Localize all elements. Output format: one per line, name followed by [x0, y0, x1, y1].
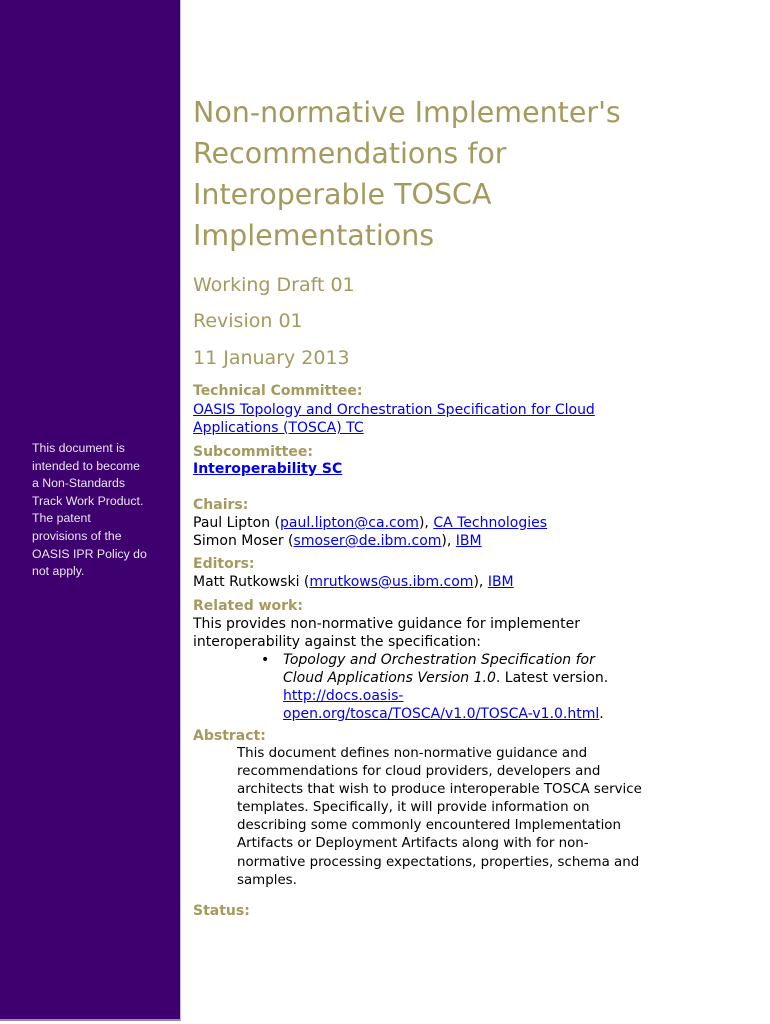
editor-name: Matt Rutkowski (	[193, 574, 310, 590]
non-standards-notice	[32, 440, 162, 581]
notice-line: This document is	[32, 441, 125, 455]
chair-entry	[193, 532, 482, 550]
technical-committee-link-cont[interactable]: Applications (TOSCA) TC	[193, 420, 364, 436]
editor-entry	[193, 573, 514, 591]
document-revision: Revision 01	[193, 310, 303, 332]
related-work-intro-cont: interoperability against the specification:	[193, 634, 481, 650]
chair-name: Paul Lipton (	[193, 515, 281, 531]
subcommittee-link[interactable]: Interoperability SC	[193, 461, 343, 477]
notice-line: provisions of the	[32, 528, 122, 543]
notice-line: Track Work Product.	[32, 493, 144, 508]
abstract-line: normative processing expectations, properties, schema and	[237, 854, 640, 870]
abstract-label: Abstract:	[193, 728, 266, 744]
document-stage: Working Draft 01	[193, 274, 355, 296]
title-line: Implementations	[193, 219, 435, 252]
bullet-icon: •	[261, 652, 270, 668]
editors-label: Editors:	[193, 556, 255, 572]
title-line: Non-normative Implementer's	[193, 96, 621, 129]
spec-url-link[interactable]: http://docs.oasis-	[283, 688, 404, 704]
abstract-line: samples.	[237, 872, 297, 888]
chair-org-link[interactable]: IBM	[455, 533, 482, 549]
notice-line: not apply.	[32, 564, 85, 579]
spec-title-cont: Cloud Applications Version 1.0	[283, 670, 496, 686]
editor-email-link[interactable]: mrutkows@us.ibm.com	[309, 574, 474, 590]
chair-org-link[interactable]: CA Technologies	[433, 515, 548, 531]
notice-line: The patent	[32, 511, 91, 526]
related-work-item	[283, 651, 663, 723]
chair-name: Simon Moser (	[193, 533, 294, 549]
abstract-line: recommendations for cloud providers, developers and	[237, 764, 601, 780]
status-label: Status:	[193, 903, 250, 919]
notice-line: OASIS IPR Policy do	[32, 546, 147, 561]
chairs-label: Chairs:	[193, 497, 249, 513]
subcommittee-label: Subcommittee:	[193, 444, 313, 460]
abstract-line: architects that wish to produce interoperable TOSCA service	[237, 782, 642, 798]
url-period: .	[599, 706, 604, 722]
chair-email-link[interactable]: smoser@de.ibm.com	[293, 533, 442, 549]
spec-url-link-cont[interactable]: open.org/tosca/TOSCA/v1.0/TOSCA-v1.0.html	[283, 706, 600, 722]
separator: ),	[473, 574, 488, 590]
technical-committee-link[interactable]: OASIS Topology and Orchestration Specification for Cloud	[193, 402, 595, 418]
related-work-label: Related work:	[193, 598, 303, 614]
chair-email-link[interactable]: paul.lipton@ca.com	[280, 515, 419, 531]
title-line: Recommendations for	[193, 137, 507, 170]
abstract-line: This document defines non-normative guidance and	[237, 746, 588, 761]
title-line: Interoperable TOSCA	[193, 178, 492, 211]
spec-suffix: . Latest version.	[495, 670, 609, 686]
chair-entry	[193, 514, 547, 532]
separator: ),	[418, 515, 434, 531]
related-work-intro: This provides non-normative guidance for implementer	[193, 616, 580, 632]
document-title	[193, 92, 663, 256]
editor-org-link[interactable]: IBM	[487, 574, 514, 590]
notice-line: a Non-Standards	[32, 476, 125, 491]
technical-committee-label: Technical Committee:	[193, 383, 363, 399]
abstract-line: Artifacts or Deployment Artifacts along with for non-	[237, 836, 589, 852]
notice-line: intended to become	[32, 458, 141, 473]
sidebar-panel	[0, 0, 181, 1021]
separator: ),	[441, 533, 456, 549]
abstract-line: templates. Specifically, it will provide information on	[237, 800, 590, 816]
abstract-line: describing some commonly encountered Implementation	[237, 818, 621, 834]
abstract-text	[237, 745, 667, 890]
spec-title: Topology and Orchestration Specification for	[283, 652, 595, 668]
document-date: 11 January 2013	[193, 347, 350, 369]
